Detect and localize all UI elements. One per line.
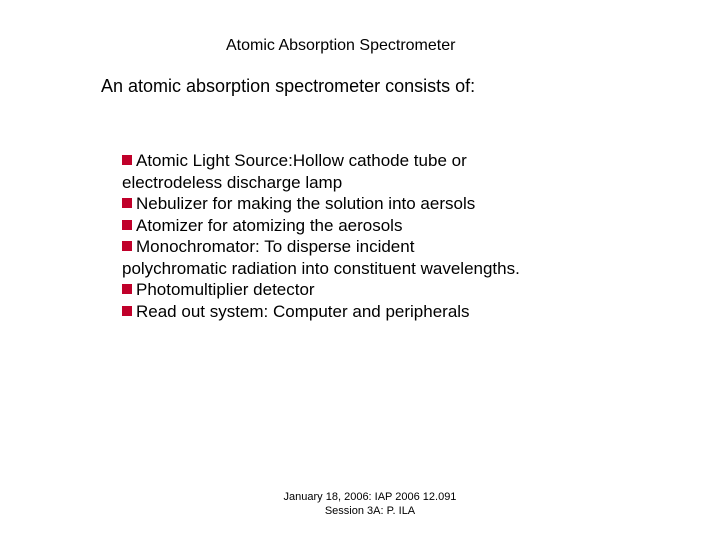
square-bullet-icon: [122, 198, 132, 208]
component-list: [122, 150, 522, 322]
list-item-text: Nebulizer for making the solution into aersols: [136, 194, 476, 213]
intro-text: An atomic absorption spectrometer consists of:: [101, 76, 476, 96]
list-item-text: Atomizer for atomizing the aerosols: [136, 215, 403, 235]
footer-session: Session 3A: P. ILA: [324, 505, 416, 517]
list-item: [122, 301, 522, 323]
list-item: [122, 193, 522, 215]
list-item: [122, 150, 522, 193]
slide-title: Atomic Absorption Spectrometer: [226, 37, 456, 54]
footer-date-course: January 18, 2006: IAP 2006 12.091: [283, 491, 457, 503]
square-bullet-icon: [122, 284, 132, 294]
square-bullet-icon: [122, 241, 132, 251]
square-bullet-icon: [122, 306, 132, 316]
list-item: [122, 236, 522, 279]
square-bullet-icon: [122, 155, 132, 165]
list-item: [122, 215, 522, 237]
square-bullet-icon: [122, 220, 132, 230]
list-item-text: Read out system: Computer and peripherals: [136, 301, 470, 321]
slide-footer: [270, 490, 470, 518]
list-item: [122, 279, 522, 301]
list-item-text: Photomultiplier detector: [136, 280, 315, 299]
list-item-text: Atomic Light Source:Hollow cathode tube or electrodeless discharge lamp: [122, 151, 467, 192]
list-item-text: Monochromator: To disperse incident polychromatic radiation into constituent wavelengths.: [122, 237, 520, 278]
